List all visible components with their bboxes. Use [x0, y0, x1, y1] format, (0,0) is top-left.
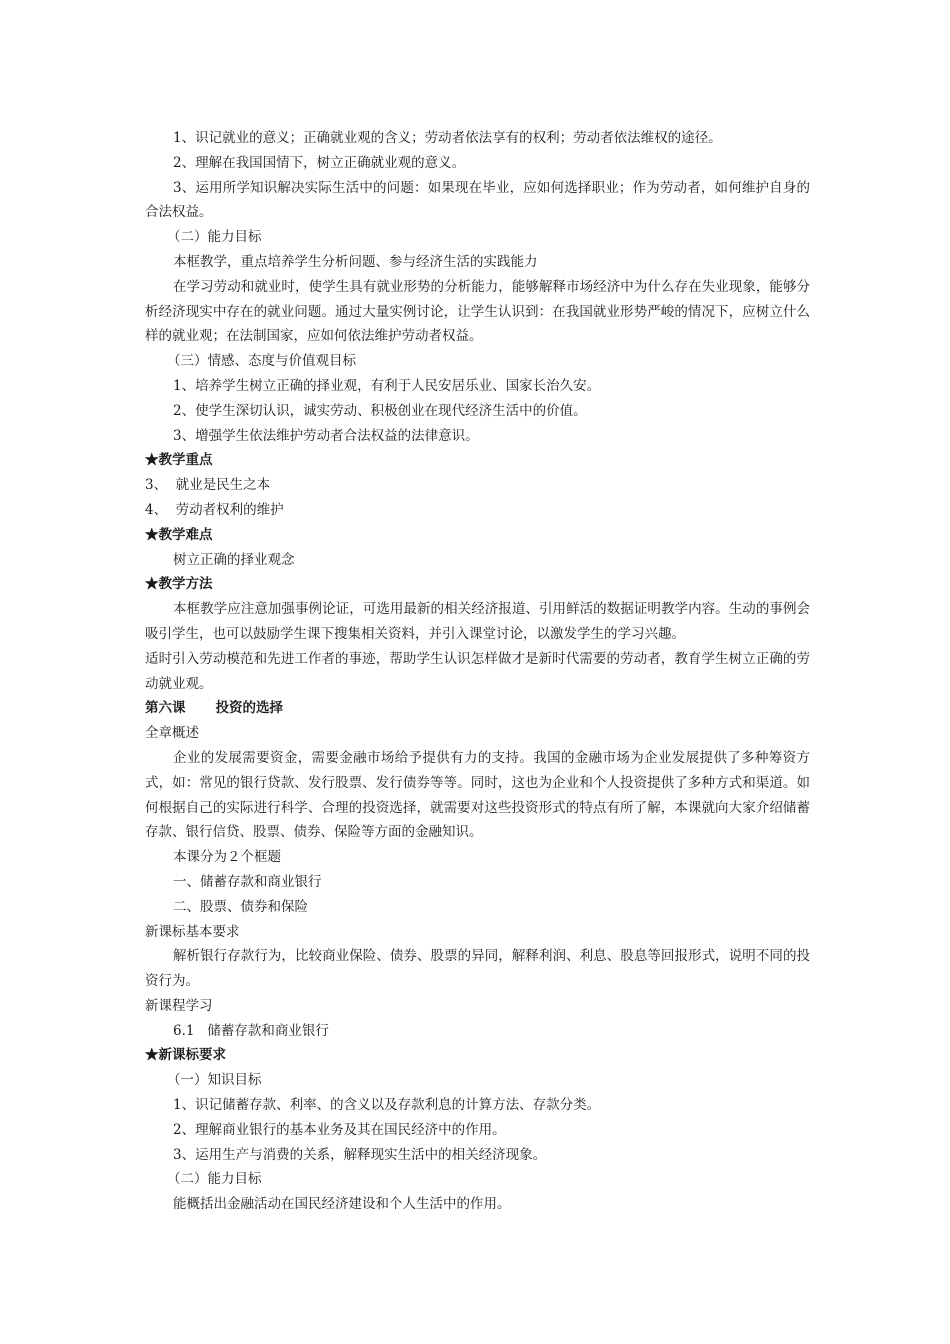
star-heading: ★新课标要求 — [145, 1047, 226, 1064]
chapter-name: 投资的选择 — [215, 700, 283, 717]
paragraph: 3、运用生产与消费的关系，解释现实生活中的相关经济现象。 — [173, 1146, 547, 1163]
section-heading: 新课程学习 — [145, 997, 213, 1014]
paragraph: 能概括出金融活动在国民经济建设和个人生活中的作用。 — [173, 1196, 511, 1213]
section-heading: （三）情感、态度与价值观目标 — [167, 353, 356, 370]
paragraph: 解析银行存款行为，比较商业保险、债券、股票的异同，解释利润、利息、股息等回报形式，说明不同的投资行为。 — [145, 948, 810, 990]
paragraph: 3、运用所学知识解决实际生活中的问题：如果现在毕业，应如何选择职业；作为劳动者，如何维护自身的合法权益。 — [145, 179, 810, 221]
paragraph: 2、理解商业银行的基本业务及其在国民经济中的作用。 — [173, 1121, 506, 1138]
section-heading: （二）能力目标 — [167, 1171, 262, 1188]
list-item: 一、储蓄存款和商业银行 — [173, 873, 322, 890]
paragraph: 在学习劳动和就业时，使学生具有就业形势的分析能力，能够解释市场经济中为什么存在失业现象，能够分析经济现实中存在的就业问题。通过大量实例讨论，让学生认识到：在我国就业形势严峻的情况下，应树立什么样的就业观；在法制国家，应如何依法维护劳动者权益。 — [145, 278, 810, 345]
paragraph: 适时引入劳动模范和先进工作者的事迹，帮助学生认识怎样做才是新时代需要的劳动者，教育学生树立正确的劳动就业观。 — [145, 650, 810, 692]
section-heading: （一）知识目标 — [167, 1072, 262, 1089]
paragraph: 本框教学应注意加强事例论证，可选用最新的相关经济报道、引用鲜活的数据证明教学内容。生动的事例会吸引学生，也可以鼓励学生课下搜集相关资料，并引入课堂讨论，以激发学生的学习兴趣。 — [145, 601, 810, 642]
paragraph: 1、识记储蓄存款、利率、的含义以及存款利息的计算方法、存款分类。 — [173, 1097, 601, 1114]
star-heading: ★教学重点 — [145, 452, 213, 469]
subsection-heading: 6.1 储蓄存款和商业银行 — [173, 1022, 329, 1039]
paragraph: 1、培养学生树立正确的择业观，有利于人民安居乐业、国家长治久安。 — [173, 377, 601, 394]
section-heading: 全章概述 — [145, 725, 199, 742]
list-item: 二、股票、债券和保险 — [173, 898, 308, 915]
paragraph: 树立正确的择业观念 — [173, 551, 295, 568]
paragraph: 企业的发展需要资金，需要金融市场给予提供有力的支持。我国的金融市场为企业发展提供了多种筹资方式，如：常见的银行贷款、发行股票、发行债券等等。同时，这也为企业和个人投资提供了多种方式和渠道。如何根据自己的实际进行科学、合理的投资选择，就需要对这些投资形式的特点有所了解，本课就向大家介绍储蓄存款、银行信贷、股票、债券、保险等方面的金融知识。 — [145, 749, 810, 841]
star-heading: ★教学方法 — [145, 576, 213, 593]
paragraph: 本框教学，重点培养学生分析问题、参与经济生活的实践能力 — [173, 253, 538, 270]
list-item: 4、 劳动者权利的维护 — [145, 501, 284, 518]
section-heading: 新课标基本要求 — [145, 923, 240, 940]
paragraph: 2、使学生深切认识，诚实劳动、积极创业在现代经济生活中的价值。 — [173, 402, 587, 419]
section-heading: （二）能力目标 — [167, 229, 262, 246]
document-page — [145, 126, 810, 1217]
paragraph: 2、理解在我国国情下，树立正确就业观的意义。 — [173, 154, 466, 171]
chapter-number: 第六课 — [145, 700, 186, 717]
list-item: 3、 就业是民生之本 — [145, 477, 271, 494]
paragraph: 1、识记就业的意义；正确就业观的含义；劳动者依法享有的权利；劳动者依法维权的途径。 — [173, 130, 722, 146]
paragraph: 3、增强学生依法维护劳动者合法权益的法律意识。 — [173, 427, 479, 444]
paragraph: 本课分为２个框题 — [173, 849, 281, 866]
chapter-title — [145, 696, 810, 721]
star-heading: ★教学难点 — [145, 526, 213, 543]
